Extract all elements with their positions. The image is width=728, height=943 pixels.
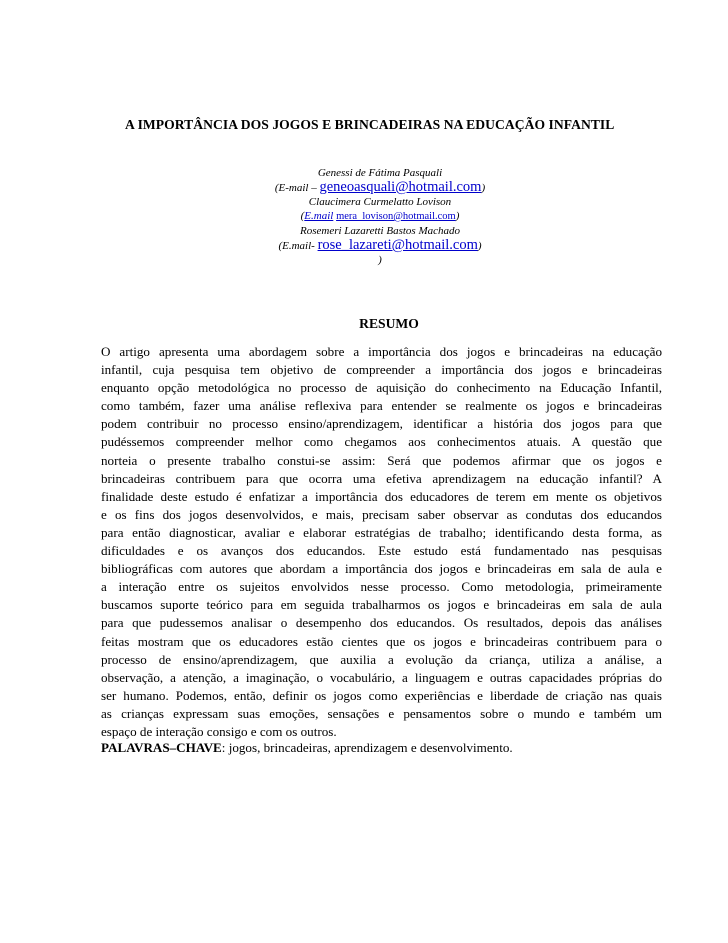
abstract-line: finalidade deste estudo é enfatizar a importância dos educadores de terem em mente os objetivos [101, 488, 662, 504]
email-3-prefix: (E.mail- [278, 240, 318, 252]
keywords-text: : jogos, brincadeiras, aprendizagem e desenvolvimento. [221, 740, 513, 755]
abstract-line: brincadeiras contribuem para que ocorra uma efetiva aprendizagem na educação infantil? A [101, 470, 662, 486]
author-1-email-line [240, 180, 520, 195]
abstract-line: para então diagnosticar, avaliar e elaborar estratégias de trabalho; identificando desta forma, as [101, 524, 662, 540]
abstract-line: bibliográficas com autores que abordam a importância dos jogos e brincadeiras em sala de aula e [101, 561, 662, 577]
email-1-link[interactable]: geneoasquali@hotmail.com [319, 179, 482, 195]
abstract-line: infantil, cuja pesquisa tem objetivo de compreender a importância dos jogos e brincadeiras [101, 362, 662, 378]
abstract-line: como também, fazer uma análise reflexiva para entender se realmente os jogos e brincadeiras [101, 398, 662, 414]
keywords-line [101, 740, 513, 756]
email-3-link[interactable]: rose_lazareti@hotmail.com [317, 237, 478, 253]
abstract-line: enquanto opção metodológica no processo de aquisição do conhecimento na Educação Infantil, [101, 380, 662, 396]
abstract-line: ser humano. Podemos, então, definir os jogos como experiências e liberdade de criação nas quais [101, 687, 662, 703]
email-2-link[interactable]: mera_lovison@hotmail.com [336, 211, 456, 222]
abstract-line: podem contribuir no processo ensino/aprendizagem, identificar a história dos jogos para que [101, 416, 662, 432]
email-1-suffix: ) [481, 182, 486, 194]
keywords-label: PALAVRAS–CHAVE [101, 740, 222, 755]
author-2-email-line [240, 209, 520, 224]
abstract-line: e os fins dos jogos desenvolvidos, e mais, precisam saber observar as condutas dos educandos [101, 506, 662, 522]
abstract-line: norteia o presente trabalho constui-se assim: Será que podemos afirmar que os jogos e [101, 452, 662, 468]
abstract-heading: RESUMO [359, 316, 419, 331]
abstract-line: observação, a atenção, a imaginação, o vocabulário, a linguagem e outras capacidades próprias do [101, 669, 662, 685]
abstract-line: para que pudessemos analisar o desempenho dos educandos. Os resultados, depois das análises [101, 615, 662, 631]
abstract-line: O artigo apresenta uma abordagem sobre a importância dos jogos e brincadeiras na educação [101, 344, 662, 359]
abstract-line: as crianças expressam suas emoções, sensações e pensamentos sobre o mundo e também um [101, 705, 662, 721]
abstract-body [101, 343, 662, 741]
abstract-line: espaço de interação consigo e com os outros. [101, 723, 337, 739]
paper-title: A IMPORTÂNCIA DOS JOGOS E BRINCADEIRAS NA EDUCAÇÃO INFANTIL [125, 117, 615, 132]
email-3-suffix: ) [477, 240, 482, 252]
abstract-line: processo de ensino/aprendizagem, que auxilia a evolução da criança, utiliza a análise, a [101, 651, 662, 667]
abstract-line: a interação entre os sujeitos envolvidos nesse processo. Como metodologia, primeiramente [101, 579, 662, 595]
author-2: Claucimera Curmelatto Lovison [308, 196, 452, 208]
abstract-line: pudéssemos compreender melhor como chegamos aos conhecimentos atuais. A questão que [101, 434, 662, 450]
email-1-prefix: (E-mail – [274, 182, 320, 194]
author-3: Rosemeri Lazaretti Bastos Machado [300, 225, 460, 237]
email-2-label-link[interactable]: E.mail [304, 210, 334, 222]
abstract-line: dificuldades e os avanços dos educandos. Este estudo está fundamentado nas pesquisas [101, 543, 662, 559]
author-1: Genessi de Fátima Pasquali [317, 167, 443, 179]
email-2-prefix: ( [300, 210, 305, 222]
abstract-line: buscamos suporte teórico para em seguida trabalharmos os jogos e brincadeiras em sala de aula [101, 597, 662, 613]
abstract-line: feitas mostram que os educadores estão cientes que os jogos e brincadeiras contribuem para o [101, 633, 662, 649]
author-3-email-line [240, 238, 520, 253]
email-2-suffix: ) [455, 210, 460, 222]
author-block-closing: ) [378, 254, 382, 266]
author-block [240, 166, 520, 267]
